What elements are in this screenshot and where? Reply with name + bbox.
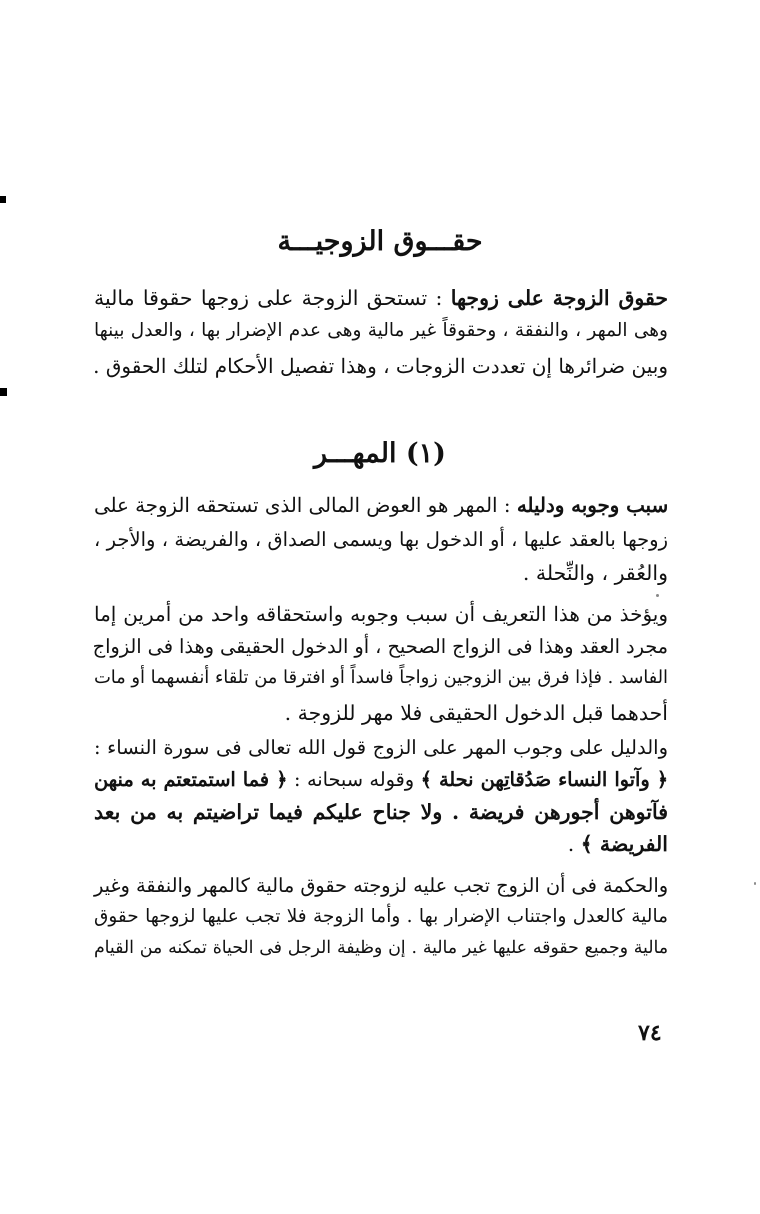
para2-line-1: ويؤخذ من هذا التعريف أن سبب وجوبه واستحقاقه واحد من أمرين إما <box>94 602 668 626</box>
para4-line-3: مالية وجميع حقوقه عليها غير مالية . إن وظيفة الرجل فى الحياة تمكنه من القيام <box>94 938 668 958</box>
page-number: ٧٤ <box>638 1020 662 1046</box>
para2-line-3: الفاسد . فإذا فرق بين الزوجين زواجاً فاسداً أو افترقا من تلقاء أنفسهما أو مات <box>94 668 668 688</box>
quran-quote-2-end: الفريضة ﴾ <box>580 832 668 856</box>
para2-line-4: أحدهما قبل الدخول الحقيقى فلا مهر للزوجة . <box>284 701 668 725</box>
para3-line-2: ﴿ وآتوا النساء صَدُقاتِهن نحلة ﴾ وقوله سبحانه : ﴿ فما استمتعتم به منهن <box>94 768 669 791</box>
para1-lead: سبب وجوبه ودليله <box>516 493 669 517</box>
scan-edge-mark <box>0 196 6 203</box>
intro-line-1: حقوق الزوجة على زوجها : تستحق الزوجة على زوجها حقوقا مالية <box>94 286 668 310</box>
para3-line-3: فآتوهن أجورهن فريضة . ولا جناح عليكم فيما تراضيتم به من بعد <box>94 800 668 824</box>
para4-line-2: مالية كالعدل واجتناب الإضرار بها . وأما الزوجة فلا تجب عليها لزوجها حقوق <box>94 906 668 927</box>
subsection-title: (١) المهـــر <box>314 438 446 469</box>
intro-line-3: وبين ضرائرها إن تعددت الزوجات ، وهذا تفصيل الأحكام لتلك الحقوق . <box>93 354 668 378</box>
scan-speck <box>754 882 756 885</box>
para3-line-1: والدليل على وجوب المهر على الزوج قول الله تعالى فى سورة النساء : <box>94 736 668 759</box>
section-title: حقـــوق الزوجيـــة <box>277 226 483 257</box>
quran-quote-1: ﴿ وآتوا النساء صَدُقاتِهن نحلة ﴾ <box>420 768 669 791</box>
scan-edge-mark <box>0 388 7 396</box>
intro-lead: حقوق الزوجة على زوجها <box>450 286 668 310</box>
para1-line-3: والعُقر ، والنِّحلة . <box>522 561 668 585</box>
scan-speck <box>656 594 659 597</box>
para1-line-1: سبب وجوبه ودليله : المهر هو العوض المالى الذى تستحقه الزوجة على <box>94 493 669 517</box>
para2-line-2: مجرد العقد وهذا فى الزواج الصحيح ، أو الدخول الحقيقى وهذا فى الزواج <box>92 635 668 658</box>
para3-line-4: الفريضة ﴾ . <box>567 832 668 856</box>
para1-line-2: زوجها بالعقد عليها ، أو الدخول بها ويسمى الصداق ، والفريضة ، والأجر ، <box>94 528 668 551</box>
para4-line-1: والحكمة فى أن الزوج تجب عليه لزوجته حقوق مالية كالمهر والنفقة وغير <box>94 874 668 897</box>
intro-line-2: وهى المهر ، والنفقة ، وحقوقاً غير مالية وهى عدم الإضرار بها ، والعدل بينها <box>94 320 668 341</box>
quran-quote-2: ﴿ فما استمتعتم به منهن <box>94 768 288 791</box>
